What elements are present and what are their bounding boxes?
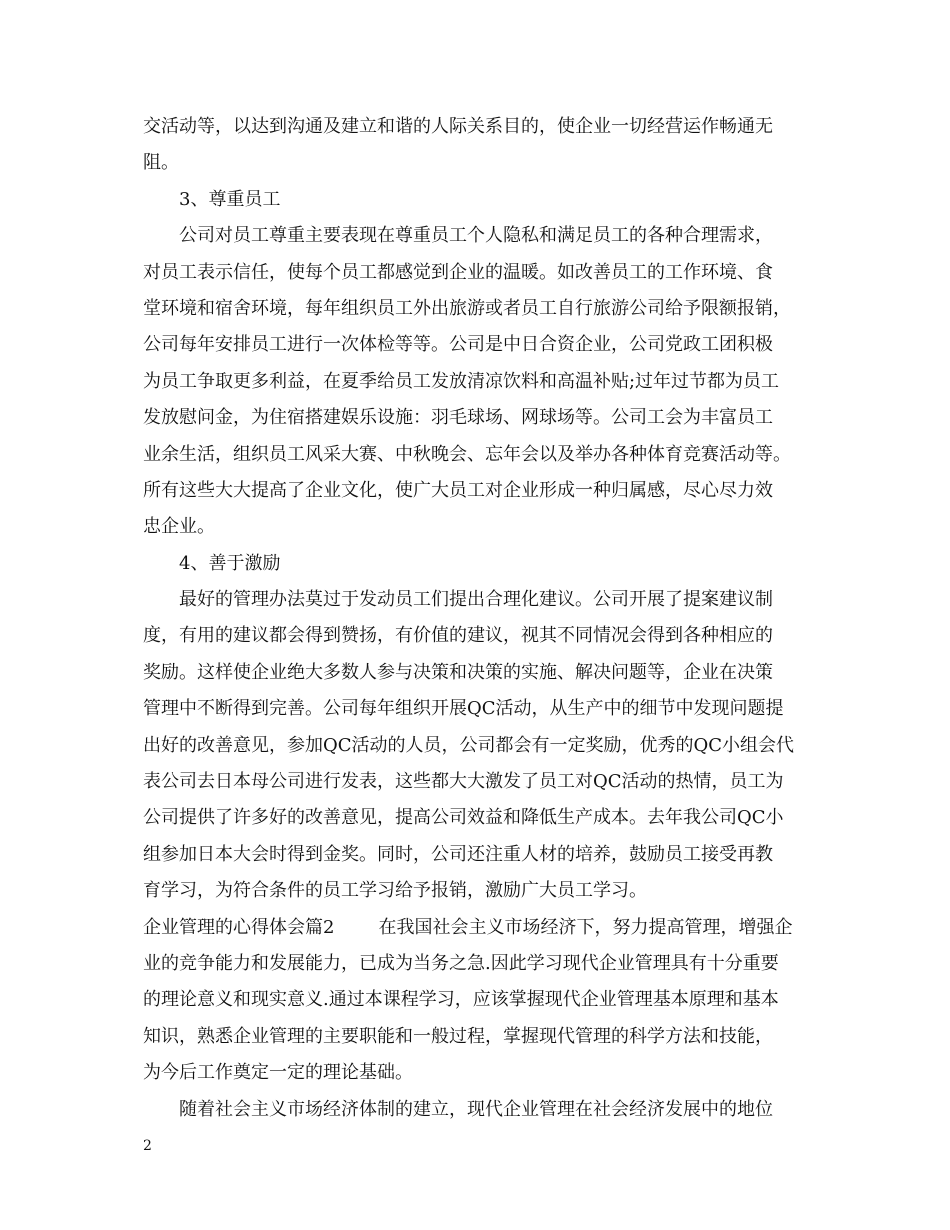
section-heading: 企业管理的心得体会篇2: [143, 916, 335, 938]
section-heading-good-at-motivation: 4、善于激励: [179, 552, 281, 574]
text-line: 交活动等，以达到沟通及建立和谐的人际关系目的，使企业一切经营运作畅通无: [143, 116, 773, 137]
document-body: [143, 109, 833, 1128]
paragraph-first-line: 最好的管理办法莫过于发动员工们提出合理化建议。公司开展了提案建议制: [179, 589, 773, 611]
paragraph-first-line: 随着社会主义市场经济体制的建立，现代企业管理在社会经济发展中的地位: [179, 1098, 773, 1120]
text-line: 对员工表示信任，使每个员工都感觉到企业的温暖。如改善员工的工作环境、食: [143, 261, 773, 283]
text-line: 知识，熟悉企业管理的主要职能和一般过程，掌握现代管理的科学方法和技能，: [143, 1025, 773, 1047]
section-first-line: 在我国社会主义市场经济下，努力提高管理，增强企: [378, 916, 793, 938]
text-line: 度，有用的建议都会得到赞扬，有价值的建议，视其不同情况会得到各种相应的: [143, 625, 773, 647]
text-line: 堂环境和宿舍环境，每年组织员工外出旅游或者员工自行旅游公司给予限额报销，: [143, 297, 791, 319]
text-line: 的理论意义和现实意义.通过本课程学习，应该掌握现代企业管理基本原理和基本: [143, 989, 779, 1011]
text-line: 业的竞争能力和发展能力，已成为当务之急.因此学习现代企业管理具有十分重要: [143, 952, 779, 974]
text-line: 忠企业。: [143, 516, 215, 538]
paragraph-first-line: 公司对员工尊重主要表现在尊重员工个人隐私和满足员工的各种合理需求，: [179, 225, 773, 247]
section-heading-line: [143, 910, 833, 946]
text-line: 公司提供了许多好的改善意见，提高公司效益和降低生产成本。去年我公司QC小: [143, 807, 784, 829]
text-line: 阻。: [143, 152, 179, 174]
text-line: 业余生活，组织员工风采大赛、中秋晚会、忘年会以及举办各种体育竞赛活动等。: [143, 443, 791, 465]
text-line: 组参加日本大会时得到金奖。同时，公司还注重人材的培养，鼓励员工接受再教: [143, 843, 773, 865]
text-line: 出好的改善意见，参加QC活动的人员，公司都会有一定奖励，优秀的QC小组会代: [143, 734, 795, 756]
section-heading-respect-staff: 3、尊重员工: [179, 188, 281, 210]
page-number: 2: [143, 1138, 152, 1154]
text-line: 管理中不断得到完善。公司每年组织开展QC活动，从生产中的细节中发现问题提: [143, 698, 784, 720]
text-line: 发放慰问金，为住宿搭建娱乐设施：羽毛球场、网球场等。公司工会为丰富员工: [143, 407, 773, 429]
text-line: 奖励。这样使企业绝大多数人参与决策和决策的实施、解决问题等，企业在决策: [143, 661, 773, 683]
text-line: 表公司去日本母公司进行发表，这些都大大激发了员工对QC活动的热情，员工为: [143, 771, 784, 793]
text-line: 为员工争取更多利益，在夏季给员工发放清凉饮料和高温补贴;过年过节都为员工: [143, 370, 780, 392]
text-line: 公司每年安排员工进行一次体检等等。公司是中日合资企业，公司党政工团积极: [143, 334, 773, 356]
text-line: 育学习，为符合条件的员工学习给予报销，激励广大员工学习。: [143, 880, 647, 902]
text-line: 所有这些大大提高了企业文化，使广大员工对企业形成一种归属感，尽心尽力效: [143, 479, 773, 501]
text-line: 为今后工作奠定一定的理论基础。: [143, 1062, 413, 1084]
